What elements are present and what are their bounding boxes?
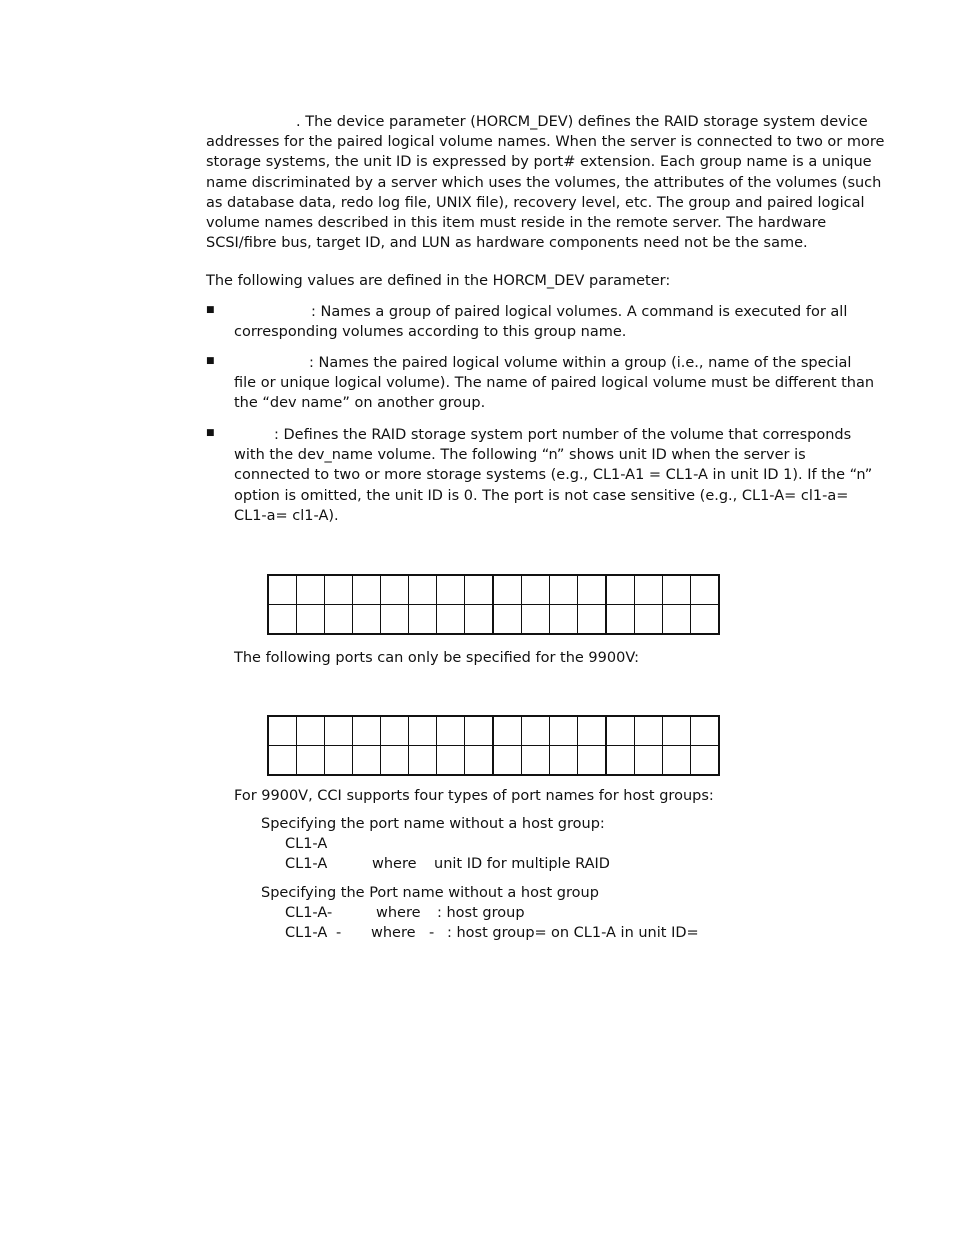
bullet-3-line-1: : Defines the RAID storage system port number of the volume that corresponds [274, 427, 852, 443]
spec1-row1: CL1-A [285, 836, 328, 852]
table-row [268, 716, 719, 746]
intro-line-1: . The device parameter (HORCM_DEV) defines the RAID storage system device [296, 114, 868, 130]
bullet-icon: ■ [206, 356, 215, 366]
bullet-group-name [234, 302, 847, 342]
spec2-row2-dash: - [336, 925, 342, 941]
ports-9900v-text: The following ports can only be specified for the 9900V: [234, 650, 639, 666]
spec2-row2-desc: : host group= [447, 925, 547, 941]
spec1-row2-port: CL1-A [285, 856, 328, 872]
bullet-icon: ■ [206, 428, 215, 438]
intro-line-7: SCSI/fibre bus, target ID, and LUN as hardware components need not be the same. [206, 235, 808, 252]
bullet-dev-name [234, 353, 874, 414]
bullet-2-line-3: the “dev name” on another group. [234, 395, 486, 412]
intro-line-4: name discriminated by a server which uses the volumes, the attributes of the volumes (such [206, 174, 882, 191]
bullet-1-line-1: : Names a group of paired logical volumes. A command is executed for all [311, 304, 848, 320]
intro-line-3: storage systems, the unit ID is expressed by port# extension. Each group name is a unique [206, 154, 872, 171]
bullet-2-line-2: file or unique logical volume). The name of paired logical volume must be different than [234, 375, 875, 392]
bullet-port [234, 425, 872, 526]
spec2-row2-where: where [371, 925, 416, 941]
spec2-row1-where: where [376, 905, 421, 921]
spec2-heading: Specifying the Port name without a host group [261, 885, 599, 901]
spec2-row2-tail: on CL1-A in unit ID= [551, 925, 699, 941]
spec1-row2-where: where [372, 856, 417, 872]
bullet-3-line-5: CL1-a= cl1-A). [234, 507, 339, 524]
port-table-1 [267, 574, 720, 635]
port-table-2 [267, 715, 720, 776]
intro-paragraph [206, 112, 884, 253]
bullet-2-line-1: : Names the paired logical volume within a group (i.e., name of the special [309, 355, 852, 371]
bullet-3-line-4: option is omitted, the unit ID is 0. The port is not case sensitive (e.g., CL1-A= cl1-a= [234, 487, 849, 504]
bullet-1-line-2: corresponding volumes according to this group name. [234, 324, 627, 341]
host-groups-text: For 9900V, CCI supports four types of port names for host groups: [234, 788, 714, 804]
values-intro: The following values are defined in the HORCM_DEV parameter: [206, 273, 671, 289]
table-row [268, 605, 719, 635]
bullet-3-line-2: with the dev_name volume. The following “n” shows unit ID when the server is [234, 447, 806, 464]
table-row [268, 575, 719, 605]
spec2-row2-dash2: - [429, 925, 435, 941]
intro-line-6: volume names described in this item must reside in the remote server. The hardware [206, 215, 827, 232]
spec2-row1-port: CL1-A- [285, 905, 333, 921]
spec2-row2-port: CL1-A [285, 925, 328, 941]
spec1-heading: Specifying the port name without a host group: [261, 816, 605, 832]
table-row [268, 746, 719, 776]
intro-line-5: as database data, redo log file, UNIX file), recovery level, etc. The group and paired logical [206, 194, 865, 211]
spec2-row1-desc: : host group [437, 905, 525, 921]
spec1-row2-desc: unit ID for multiple RAID [434, 856, 610, 872]
intro-line-2: addresses for the paired logical volume names. When the server is connected to two or more [206, 134, 885, 151]
bullet-3-line-3: connected to two or more storage systems (e.g., CL1-A1 = CL1-A in unit ID 1). If the “n” [234, 467, 873, 484]
bullet-icon: ■ [206, 305, 215, 315]
